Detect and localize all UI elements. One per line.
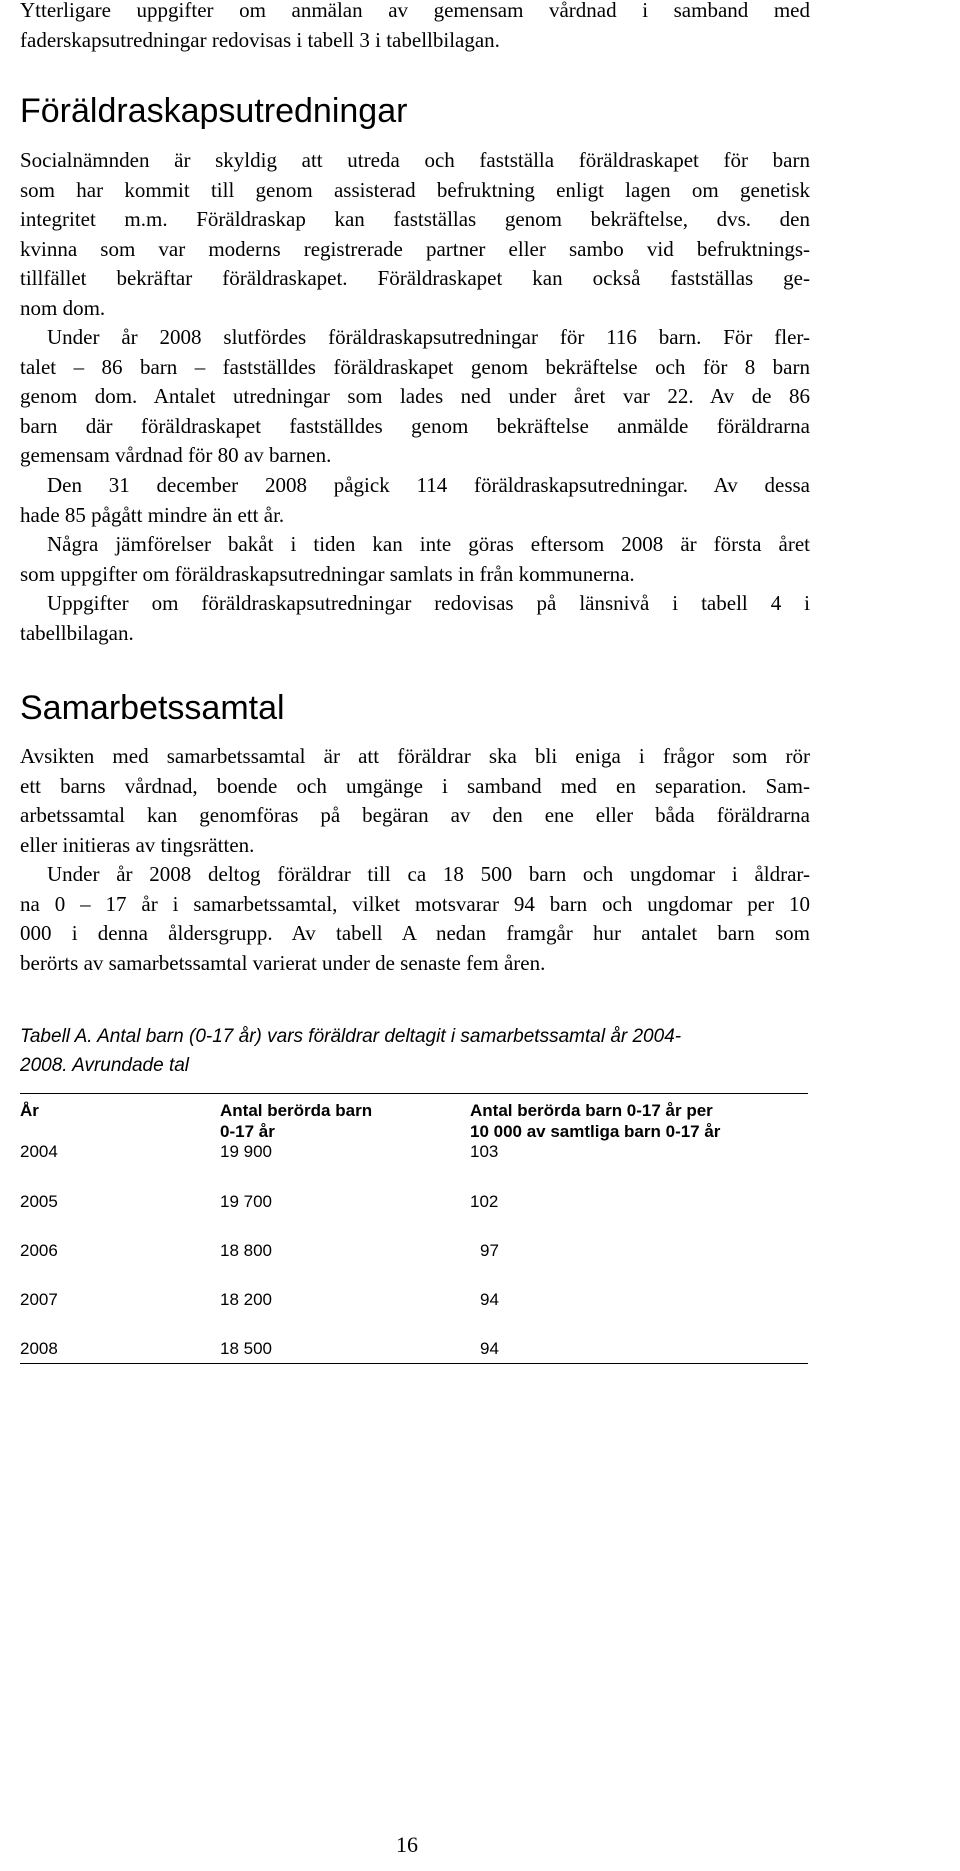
table-bottom-rule: [20, 1363, 808, 1364]
text-line: Uppgifter om föräldraskapsutredningar redovisas på länsnivå i tabell 4 i: [47, 591, 810, 615]
table-cell-children: 19 900: [220, 1142, 272, 1161]
table-cell-year: 2006: [20, 1241, 58, 1260]
table-cell-year: 2004: [20, 1142, 58, 1161]
text-line: arbetssamtal kan genomföras på begäran av den ene eller båda föräldrarna: [20, 803, 810, 827]
table-caption: [20, 1022, 810, 1080]
text-line: tillfället bekräftar föräldraskapet. Föräldraskapet kan också fastställas ge-: [20, 266, 810, 290]
column-header-children-age: 0-17 år: [220, 1122, 275, 1141]
text-line: talet – 86 barn – fastställdes föräldraskapet genom bekräftelse och för 8 barn: [20, 354, 810, 379]
table-cell-year: 2008: [20, 1339, 58, 1358]
paragraph: [20, 742, 810, 860]
caption-line: 2008. Avrundade tal: [20, 1055, 190, 1076]
caption-line: Tabell A. Antal barn (0-17 år) vars föräldrar deltagit i samarbetssamtal år 2004-: [20, 1026, 682, 1047]
section-heading-samarbetssamtal: Samarbetssamtal: [20, 689, 285, 727]
text-line: gemensam vårdnad för 80 av barnen.: [20, 443, 332, 467]
text-line: Under år 2008 deltog föräldrar till ca 18 500 barn och ungdomar i åldrar-: [47, 862, 810, 886]
paragraph: [20, 589, 810, 648]
table-cell-per10000: 97: [480, 1241, 499, 1260]
text-line: eller initieras av tingsrätten.: [20, 832, 255, 857]
text-line: Några jämförelser bakåt i tiden kan inte göras eftersom 2008 är första året: [47, 532, 810, 556]
table-cell-children: 18 800: [220, 1241, 272, 1260]
text-line: barn där föräldraskapet fastställdes genom bekräftelse anmälde föräldrarna: [20, 413, 810, 438]
paragraph: [20, 146, 810, 323]
text-line: genom dom. Antalet utredningar som lades ned under året var 22. Av de 86: [20, 384, 810, 408]
text-line: Avsikten med samarbetssamtal är att föräldrar ska bli eniga i frågor som rör: [20, 744, 810, 768]
text-line: Den 31 december 2008 pågick 114 föräldraskapsutredningar. Av dessa: [47, 473, 810, 497]
section-heading-foraldraskapsutredningar: Föräldraskapsutredningar: [20, 92, 408, 130]
text-line: Socialnämnden är skyldig att utreda och fastställa föräldraskapet för barn: [20, 148, 810, 172]
text-line: som har kommit till genom assisterad befruktning enligt lagen om genetisk: [20, 177, 810, 202]
text-line: Under år 2008 slutfördes föräldraskapsutredningar för 116 barn. För fler-: [47, 325, 810, 349]
text-line: Ytterligare uppgifter om anmälan av gemensam vårdnad i samband med: [20, 0, 810, 22]
text-line: hade 85 pågått mindre än ett år.: [20, 502, 285, 527]
table-cell-children: 19 700: [220, 1192, 272, 1211]
column-header-year: År: [20, 1101, 39, 1120]
text-line: integritet m.m. Föräldraskap kan fastställas genom bekräftelse, dvs. den: [20, 207, 810, 231]
text-line: nom dom.: [20, 295, 106, 320]
table-cell-year: 2005: [20, 1192, 58, 1211]
paragraph: [20, 323, 810, 471]
text-line: na 0 – 17 år i samarbetssamtal, vilket motsvarar 94 barn och ungdomar per 10: [20, 891, 810, 916]
intro-paragraph: [20, 0, 810, 55]
page-number: 16: [396, 1832, 418, 1857]
paragraph: [20, 471, 810, 530]
text-line: som uppgifter om föräldraskapsutredningar samlats in från kommunerna.: [20, 561, 635, 586]
text-line: 000 i denna åldersgrupp. Av tabell A nedan framgår hur antalet barn som: [20, 921, 810, 945]
text-line: tabellbilagan.: [20, 620, 134, 645]
text-line: berörts av samarbetssamtal varierat under de senaste fem åren.: [20, 950, 546, 975]
table-cell-per10000: 94: [480, 1290, 499, 1309]
column-header-per10000-basis: 10 000 av samtliga barn 0-17 år: [470, 1122, 721, 1141]
column-header-per10000: Antal berörda barn 0-17 år per: [470, 1101, 713, 1120]
table-cell-per10000: 102: [470, 1192, 499, 1211]
text-line: faderskapsutredningar redovisas i tabell 3 i tabellbilagan.: [20, 27, 500, 52]
table-cell-children: 18 200: [220, 1290, 272, 1309]
paragraph: [20, 530, 810, 589]
text-line: ett barns vårdnad, boende och umgänge i samband med en separation. Sam-: [20, 773, 810, 798]
table-cell-year: 2007: [20, 1290, 58, 1309]
table-cell-children: 18 500: [220, 1339, 272, 1358]
text-line: kvinna som var moderns registrerade partner eller sambo vid befruktnings-: [20, 236, 810, 261]
table-cell-per10000: 103: [470, 1142, 499, 1161]
column-header-children: Antal berörda barn: [220, 1101, 373, 1120]
paragraph: [20, 860, 810, 978]
table-top-rule: [20, 1093, 808, 1094]
table-cell-per10000: 94: [480, 1339, 499, 1358]
